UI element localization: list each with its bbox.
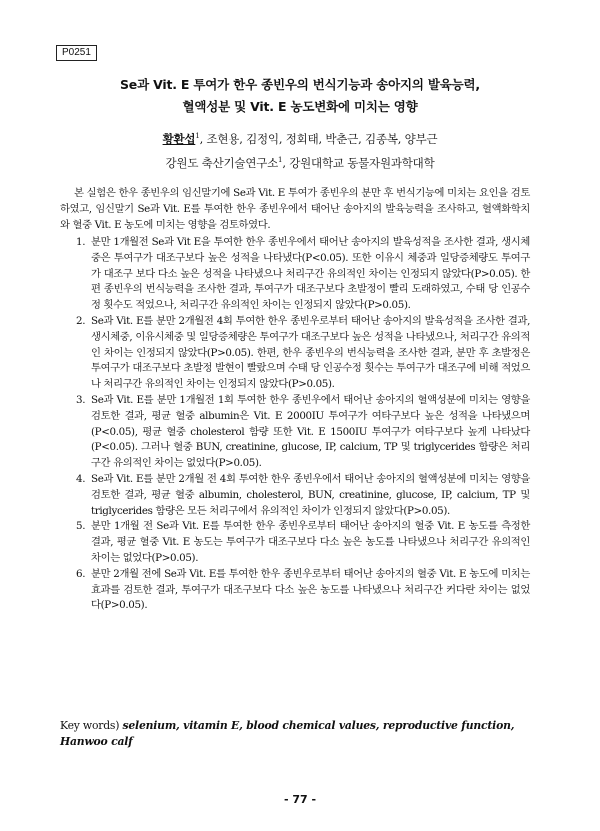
result-item-6 [60, 567, 530, 614]
result-item-2 [60, 314, 530, 393]
affiliation-2: , 강원대학교 동물자원과학대학 [282, 156, 435, 170]
first-author-affiliation-mark: 1 [195, 132, 200, 140]
paper-title [40, 74, 560, 118]
results-list [60, 235, 530, 614]
affiliation-1-mark: 1 [278, 156, 283, 164]
keywords-label: Key words) [60, 719, 120, 732]
affiliation-1: 강원도 축산기술연구소 [165, 156, 279, 170]
result-item-1 [60, 235, 530, 314]
result-number: 2. [76, 314, 86, 327]
result-number: 1. [76, 236, 86, 248]
result-number: 4. [76, 472, 86, 485]
result-item-3 [60, 393, 530, 472]
result-item-5 [60, 519, 530, 566]
abstract-paragraph: 본 실험은 한우 종빈우의 임신말기에 Se과 Vit. E 투여가 종빈우의 분만 후 번식기능에 미치는 요인을 검토하였고, 임신말기 Se과 Vit. E를 투여한 한우 종빈우에서 태어난 송아지의 발육능력을 조사하고, 혈액화학치와 혈중 Vit. E 농도에 미치는 영향을 검토하였다. [60, 187, 530, 231]
keywords [60, 718, 560, 750]
result-number: 3. [76, 393, 86, 406]
result-text: 분만 1개월 전 Se과 Vit. E를 투여한 한우 종빈우로부터 태어난 송아지의 혈중 Vit. E 농도를 측정한 결과, 평균 혈중 Vit. E 농도는 투여구가 대조구보다 다소 높은 농도를 나타냈으나 처리구간 유의적인 차이는 없었다(P>0.05). [91, 520, 530, 564]
result-item-4 [60, 472, 530, 519]
result-text: 분만 2개월 전에 Se과 Vit. E를 투여한 한우 종빈우로부터 태어난 송아지의 혈중 Vit. E 농도에 미치는 효과를 검토한 결과, 투여구가 대조구보다 다소 높은 농도를 나타냈으나 처리구간 커다란 차이는 없었다(P>0.05). [91, 567, 530, 612]
result-text: Se과 Vit. E를 분만 2개월전 4회 투여한 한우 종빈우로부터 태어난 송아지의 발육성적을 조사한 결과, 생시체중, 이유시체중 및 일당증체량은 투여구가 대조구보다 높은 성적을 나타냈으나, 처리구간 유의적인 차이는 인정되지 않았다(P>0.05). 한편, 한우 종빈우의 번식능력을 조사한 결과, 분만 후 초발정은 투여구가 대조구보다 초발정 발현이 빨랐으며 수태 당 인공수정 횟수는 투여구가 대조구에 비해 적었으나 처리구간 유의적인 차이는 인정되지 않았다(P>0.05). [91, 314, 530, 391]
paper-code-label: P0251 [56, 45, 97, 61]
result-text: Se과 Vit. E를 분만 1개월전 1회 투여한 한우 종빈우에서 태어난 송아지의 혈액성분에 미치는 영향을 검토한 결과, 평균 혈중 albumin은 Vit. E 2000IU 투여구가 여타구보다 높은 성적을 나타냈으며(P<0.05), 평균 혈중 cholesterol 함량 또한 Vit. E 1500IU 투여구가 여타구보다 높게 나타났다(P<0.05). 그러나 혈중 BUN, creatinine, glucose, IP, calcium, TP 및 triglycerides 함량은 처리구간 유의적인 차이는 없었다(P>0.05). [91, 393, 530, 470]
title-line-1: Se과 Vit. E 투여가 한우 종빈우의 번식기능과 송아지의 발육능력, [120, 77, 480, 92]
page-number: - 77 - [283, 793, 317, 806]
result-number: 6. [76, 567, 86, 580]
result-text: 분만 1개월전 Se과 Vit E을 투여한 한우 종빈우에서 태어난 송아지의 발육성적을 조사한 결과, 생시체중은 투여구가 대조구보다 높은 성적을 나타냈다(P<0.05). 또한 이유시 체중과 일당증체량도 투여구가 대조구 보다 다소 높은 성적을 나타냈으나 처리구간 유의적인 차이는 인정되지 않았다(P>0.05). 한편 종빈우의 번식능력을 조사한 결과, 투여구가 대조구보다 초발정이 빨리 도래하였고, 수태 당 인공수정 횟수도 적었으나, 처리구간 유의적인 차이는 인정되지 않았다(P>0.05). [91, 236, 530, 312]
keywords-terms: selenium, vitamin E, blood chemical values, reproductive function, Hanwoo calf [60, 719, 515, 748]
result-number: 5. [76, 520, 86, 533]
first-author: 황환섭 [162, 132, 196, 146]
title-line-2: 혈액성분 및 Vit. E 농도변화에 미치는 영향 [182, 99, 418, 114]
result-text: Se과 Vit. E를 분만 2개월 전 4회 투여한 한우 종빈우에서 태어난 송아지의 혈액성분에 미치는 영향을 검토한 결과, 평균 혈중 albumin, cholesterol, BUN, creatinine, glucose, IP, calcium, TP 및 triglycerides 함량은 모든 처리구에서 유의적인 차이가 인정되지 않았다(P>0.05). [91, 472, 530, 517]
co-authors: , 조현용, 김정익, 정회태, 박춘근, 김종복, 양부근 [199, 132, 438, 146]
author-list [40, 130, 560, 148]
affiliations [40, 154, 560, 172]
abstract [60, 186, 530, 233]
